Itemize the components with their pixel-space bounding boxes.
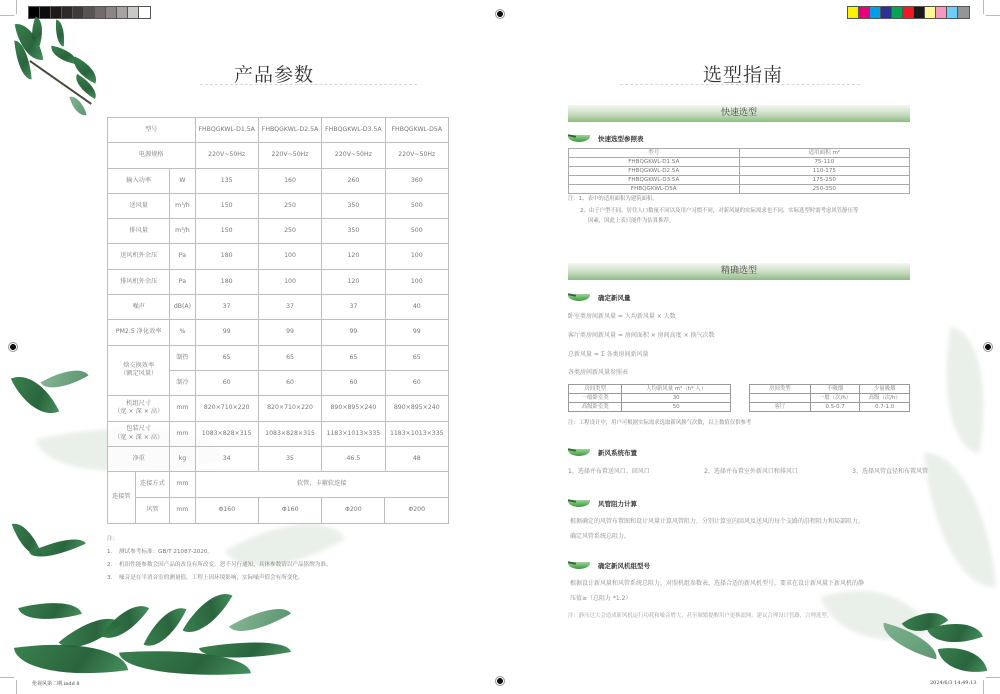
quick-note-1: 注：1、表中的适用面积为建筑面积。 <box>568 196 658 202</box>
subhead-quick-reference: 快速选型参照表 <box>568 134 644 143</box>
quick-selection-table <box>568 148 910 194</box>
title-divider <box>620 84 860 85</box>
table-row: 一般卧室类 30 <box>569 394 731 403</box>
spec-notes: 注： 1. 测试参考标准：GB/T 21087-2020。 2. 机组性能参数会因产品的改良有所改变，恕不另行通知，具体参数请以产品铭牌为准。 3. 噪音是在半消音室的测量值，工程上因环境影响，实际噪声值会有所变化。 <box>107 533 332 585</box>
timestamp-slug: 2024/6/3 14:49:13 <box>930 680 977 686</box>
table-row-model: 型号 FHBQGKWL-D1.5A FHBQGKWL-D2.5A FHBQGKWL-D3.5A FHBQGKWL-D5A <box>108 118 449 143</box>
crop-mark <box>0 15 14 16</box>
model-selection-text: 根据设计新风量和风管系统总阻力，对照机组参数表，选择合适的新风机型号，要求在设计新风量下新风机的静 压值≥（总阻力 *1.2） <box>570 580 865 602</box>
formula-bedroom: 卧室类房间新风量 = 人均新风量 × 人数 <box>568 313 676 320</box>
table-header-row: 型号 适用面积 m² <box>569 149 910 158</box>
calibration-swatch <box>40 7 51 18</box>
crop-mark <box>986 677 1000 678</box>
crop-mark <box>986 15 1000 16</box>
section-banner-precise-selection: 精确选型 <box>568 263 910 280</box>
leaf-bullet-icon <box>568 135 590 143</box>
table-row: 客厅 0.5-0.7 0.7-1.0 <box>750 403 910 412</box>
calibration-swatch <box>84 7 95 18</box>
color-calibration-bar <box>847 6 970 19</box>
formula-living-room: 客厅类房间新风量 = 房间面积 × 房间高度 × 换气次数 <box>568 332 715 339</box>
note-item: 2. 机组性能参数会因产品的改良有所改变，恕不另行通知，具体参数请以产品铭牌为准。 <box>107 562 332 568</box>
formula-total: 总新风量 = Σ 各类房间新风量 <box>568 351 649 358</box>
page-title-product-params: 产品参数 <box>234 64 315 86</box>
calibration-swatch <box>870 7 881 18</box>
subhead-duct-resistance: 风管阻力计算 <box>568 499 637 508</box>
reference-table-caption: 各类房间新风量参照表 <box>568 369 629 376</box>
bedroom-air-volume-table: 房间类型 人均新风量 m³（h* 人） 一般卧室类 30 高级卧室类 50 <box>568 384 731 412</box>
calibration-swatch <box>947 7 958 18</box>
file-slug: 伦视风第二期.indd 8 <box>32 681 80 687</box>
calibration-swatch <box>106 7 117 18</box>
calibration-swatch <box>903 7 914 18</box>
table-row-supply-pressure: 送风机外余压 Pa 180 100 120 100 <box>108 244 449 269</box>
calibration-swatch <box>128 7 139 18</box>
calibration-swatch <box>925 7 936 18</box>
registration-mark-icon <box>495 676 505 686</box>
table-row-package-size: 包装尺寸 （宽 × 深 × 高） mm 1083×828×315 1083×828×315 1183×1013×335 1183×1013×335 <box>108 421 449 446</box>
leaf-bullet-icon <box>568 562 590 570</box>
table-row: FHBQGKWL-D5A 250-350 <box>569 185 910 194</box>
calibration-swatch <box>936 7 947 18</box>
calibration-swatch <box>95 7 106 18</box>
registration-mark-icon <box>8 342 18 352</box>
crop-mark <box>0 677 14 678</box>
table-row-unit-size: 机组尺寸 （宽 × 深 × 高） mm 820×710×220 820×710×220 890×895×240 890×895×240 <box>108 396 449 421</box>
table-row-supply-air: 送风量 m³/h 150 250 350 500 <box>108 193 449 218</box>
quick-note-2: 2、由于户型不同、居住人口数量不同以及用户习惯不同，对新风量的实际需求也不同，实际选型时需考虑风管静压等 因素，因此上表只能作为估算推荐。 <box>580 208 859 224</box>
note-item: 3. 噪音是在半消音室的测量值，工程上因环境影响，实际噪声值会有所变化。 <box>107 575 304 581</box>
leaf-bullet-icon <box>568 500 590 508</box>
subhead-model-selection: 确定新风机组型号 <box>568 561 650 570</box>
leaf-bullet-icon <box>568 294 590 302</box>
table-row: 高级卧室类 50 <box>569 403 731 412</box>
living-room-air-change-table: 房间类型 不吸烟 少量吸烟 一般（次/h） 高级（次/h） 客厅 0.5-0.7 0.7-1.0 <box>749 384 910 412</box>
table-row-noise: 噪声 dB(A) 37 37 37 40 <box>108 295 449 320</box>
static-pressure-note: 注：静压过大会造成新风机运行功耗和噪音增大，甚至频繁提醒用户更换滤网，建议合理设计管路，合理选型。 <box>568 613 833 619</box>
table-row: FHBQGKWL-D2.5A 110-175 <box>569 167 910 176</box>
calibration-swatch <box>859 7 870 18</box>
crop-mark <box>983 0 984 14</box>
duct-resistance-text: 根据确定的风管布置图和设计风量计算风管阻力，分别计算室内回风及送风的每个支路的沿程阻力和局部阻力， 确定风管系统总阻力。 <box>570 518 865 540</box>
calibration-swatch <box>914 7 925 18</box>
registration-mark-icon <box>495 9 505 19</box>
calibration-swatch <box>881 7 892 18</box>
layout-steps: 1、选择并布置送风口、回风口 2、选择并布置室外新风口和排风口 3、选择风管直径和布置风管 <box>568 468 928 475</box>
page-title-selection-guide: 选型指南 <box>703 64 784 86</box>
subhead-air-volume: 确定新风量 <box>568 293 631 302</box>
section-banner-quick-selection: 快速选型 <box>568 105 910 122</box>
calibration-swatch <box>51 7 62 18</box>
registration-mark-icon <box>983 342 993 352</box>
crop-mark <box>983 680 984 694</box>
table-row-input-power: 输入功率 W 135 160 260 360 <box>108 168 449 193</box>
table-row-pm25: PM2.5 净化效率 % 99 99 99 99 <box>108 320 449 345</box>
title-divider <box>200 84 417 85</box>
calibration-swatch <box>73 7 84 18</box>
grayscale-calibration-bar <box>28 6 151 19</box>
table-row-power: 电源规格 220V~50Hz 220V~50Hz 220V~50Hz 220V~50Hz <box>108 143 449 168</box>
crop-mark <box>16 0 17 14</box>
table-row-connection-method: 连接管 连接方式 风管 mm mm 软管、卡箍软连接 Φ160 Φ160 Φ200 Φ200 <box>108 472 449 524</box>
engineering-note: 注：工程设计中，用户可根据实际需求选取新风换气次数，以上数值仅供参考 <box>568 420 752 426</box>
table-row-exhaust-pressure: 排风机外余压 Pa 180 100 120 100 <box>108 269 449 294</box>
leaf-bullet-icon <box>568 449 590 457</box>
table-row-enthalpy-cooling: 制冷 60 60 60 60 <box>108 370 449 395</box>
calibration-swatch <box>958 7 969 18</box>
table-row-net-weight: 净重 kg 34 35 46.5 48 <box>108 446 449 471</box>
note-item: 1. 测试参考标准：GB/T 21087-2020。 <box>107 549 214 555</box>
crop-mark <box>16 680 17 694</box>
subhead-system-layout: 新风系统布置 <box>568 448 637 457</box>
table-row: FHBQGKWL-D1.5A 75-110 <box>569 158 910 167</box>
calibration-swatch <box>892 7 903 18</box>
product-spec-table <box>107 117 449 524</box>
calibration-swatch <box>117 7 128 18</box>
calibration-swatch <box>848 7 859 18</box>
table-row: FHBQGKWL-D3.5A 175-250 <box>569 176 910 185</box>
table-row-exhaust-air: 排风量 m³/h 150 250 350 500 <box>108 219 449 244</box>
calibration-swatch <box>62 7 73 18</box>
calibration-swatch <box>139 7 150 18</box>
table-row-enthalpy-heating: 焓交换效率 （额定风量） 制热 65 65 65 65 <box>108 345 449 370</box>
